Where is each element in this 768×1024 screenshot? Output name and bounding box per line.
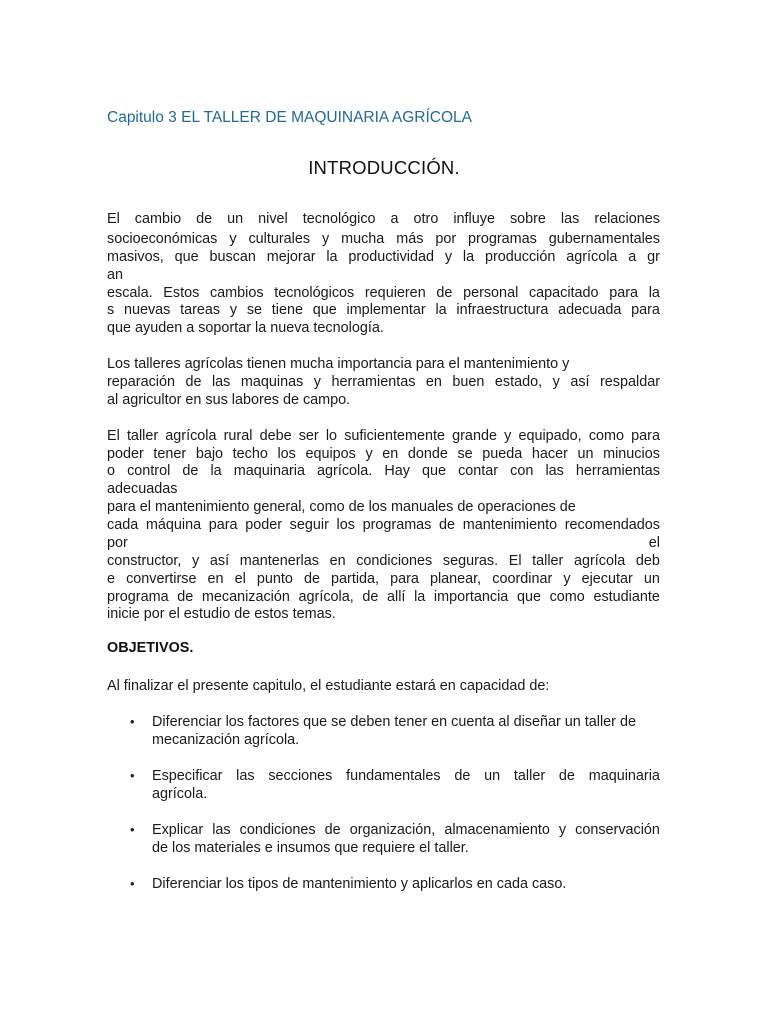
paragraph-line (107, 570, 660, 588)
word: agrícola (165, 428, 217, 444)
bullet-icon: • (130, 768, 135, 783)
word: las (212, 822, 231, 838)
word: se (457, 446, 473, 462)
word: para (390, 571, 419, 587)
word: tiene (271, 302, 303, 318)
word: implementar (346, 302, 426, 318)
word: así (209, 553, 230, 569)
word: un (484, 768, 501, 784)
word: suficientemente (344, 428, 445, 444)
objectives-heading: OBJETIVOS. (107, 640, 194, 656)
word: un (643, 571, 660, 587)
word: cada (107, 517, 139, 533)
word: con (510, 463, 534, 479)
word: las (236, 768, 255, 784)
word: que (421, 463, 446, 479)
word: de (185, 374, 202, 390)
paragraph-line (107, 230, 660, 248)
word: poder (245, 517, 283, 533)
word: convertirse (126, 571, 197, 587)
word: de (454, 768, 471, 784)
word: los (277, 446, 296, 462)
word: mantenimiento (462, 517, 558, 533)
word: por (435, 231, 457, 247)
word: almacenamiento (444, 822, 550, 838)
word: influye (453, 211, 495, 227)
word: se (246, 302, 263, 318)
word: la (462, 249, 475, 265)
word: importancia (433, 589, 509, 605)
paragraph-line (107, 552, 660, 570)
word: para (609, 285, 639, 301)
word: y (563, 571, 571, 587)
word: taller (532, 553, 564, 569)
word: los (336, 517, 355, 533)
paragraph-line (107, 516, 660, 534)
word: de (436, 285, 453, 301)
word: programa (107, 589, 169, 605)
word: herramientas (331, 374, 416, 390)
word: productividad (348, 249, 435, 265)
word: El (107, 428, 120, 444)
word: planear, (429, 571, 482, 587)
word: nivel (258, 211, 288, 227)
word: programas (362, 517, 432, 533)
word: conservación (575, 822, 660, 838)
paragraph-line (107, 210, 660, 228)
word: allí (387, 589, 406, 605)
word: socioeconómicas (107, 231, 218, 247)
word: las (211, 374, 231, 390)
word: seguras. (442, 553, 499, 569)
word: Especificar (152, 768, 223, 784)
word: cambios (209, 285, 264, 301)
word: grande (452, 428, 497, 444)
word: como (588, 428, 625, 444)
word: maquinaria (588, 768, 660, 784)
word: las (560, 211, 580, 227)
word: para (631, 428, 660, 444)
word: maquinas (240, 374, 304, 390)
word: secciones (268, 768, 333, 784)
word: agrícola. (317, 463, 373, 479)
word: estado, (494, 374, 543, 390)
word: y (444, 249, 453, 265)
word: a (628, 249, 637, 265)
word: El (508, 553, 522, 569)
paragraph-line (107, 373, 660, 391)
word: maquinaria (233, 463, 305, 479)
word: tareas (180, 302, 221, 318)
word: y (321, 231, 330, 247)
word: infraestructura (456, 302, 549, 318)
list-item-line: agrícola. (152, 786, 208, 802)
word: y (558, 822, 567, 838)
word: de (558, 768, 575, 784)
word: y (504, 428, 512, 444)
word: escala. (107, 285, 153, 301)
word: la (648, 285, 660, 301)
word: Explicar (152, 822, 204, 838)
word: mantenerlas (239, 553, 319, 569)
word: tener (153, 446, 187, 462)
word: lo (325, 428, 338, 444)
word: gubernamentales (548, 231, 660, 247)
word: ser (298, 428, 319, 444)
word: agrícola, (298, 589, 354, 605)
word: para (631, 302, 660, 318)
paragraph-line (107, 427, 660, 445)
word: mejorar (266, 249, 316, 265)
paragraph-line: adecuadas (107, 481, 178, 497)
word: bajo (195, 446, 224, 462)
word: por (107, 535, 128, 551)
word: personal (463, 285, 519, 301)
word: de (196, 211, 213, 227)
word: taller (126, 428, 159, 444)
word: punto (256, 571, 293, 587)
word: para (208, 517, 238, 533)
word: tecnológico (302, 211, 376, 227)
word: de (182, 463, 199, 479)
word: y (313, 374, 321, 390)
word: de (324, 822, 341, 838)
word: coordinar (492, 571, 553, 587)
list-item-line (152, 767, 660, 785)
paragraph-line: inicie por el estudio de estos temas. (107, 606, 336, 622)
word: poder (107, 446, 144, 462)
objectives-intro: Al finalizar el presente capitulo, el estudiante estará en capacidad de: (107, 678, 550, 694)
word: o (107, 463, 116, 479)
word: que (312, 302, 337, 318)
word: condiciones (356, 553, 433, 569)
word: deb (635, 553, 660, 569)
paragraph-line (107, 248, 660, 266)
word: culturales (248, 231, 311, 247)
word: donde (407, 446, 448, 462)
word: ejecutar (581, 571, 633, 587)
word: agrícola (566, 249, 618, 265)
paragraph-line (107, 301, 660, 319)
word: control (127, 463, 171, 479)
word: como (549, 589, 585, 605)
word: respaldar (600, 374, 660, 390)
list-item-line (152, 821, 660, 839)
word: agrícola (574, 553, 626, 569)
word: pueda (482, 446, 523, 462)
word: minucios (603, 446, 660, 462)
word: a (390, 211, 399, 227)
paragraph-line (107, 462, 660, 480)
word: de (362, 589, 379, 605)
word: de (303, 571, 320, 587)
word: hacer (531, 446, 568, 462)
word: masivos, (107, 249, 164, 265)
word: buscan (209, 249, 256, 265)
word: debe (259, 428, 292, 444)
word: equipos (305, 446, 356, 462)
paragraph-line (107, 534, 660, 552)
word: producción (484, 249, 556, 265)
paragraph-line: que ayuden a soportar la nueva tecnología. (107, 320, 384, 336)
word: y (192, 553, 200, 569)
word: relaciones (594, 211, 660, 227)
word: programas (468, 231, 537, 247)
word: un (577, 446, 594, 462)
bullet-icon: • (130, 714, 135, 729)
word: sobre (509, 211, 546, 227)
word: herramientas (575, 463, 660, 479)
paragraph-line (107, 284, 660, 302)
word: requieren (364, 285, 426, 301)
word: el (234, 571, 246, 587)
word: la (414, 589, 426, 605)
paragraph-line (107, 445, 660, 463)
word: gr (647, 249, 660, 265)
word: y (365, 446, 373, 462)
word: nuevas (123, 302, 171, 318)
bullet-icon: • (130, 876, 135, 891)
paragraph-line: al agricultor en sus labores de campo. (107, 392, 351, 408)
word: que (174, 249, 199, 265)
list-item-line: Diferenciar los tipos de mantenimiento y aplicarlos en cada caso. (152, 876, 567, 892)
word: condiciones (239, 822, 316, 838)
word: la (210, 463, 222, 479)
paragraph-line (107, 588, 660, 606)
word: seguir (289, 517, 329, 533)
word: recomendados (564, 517, 660, 533)
word: mecanización (201, 589, 290, 605)
word: El (107, 211, 120, 227)
word: contar (458, 463, 499, 479)
word: y (552, 374, 560, 390)
paragraph-line: an (107, 267, 124, 283)
word: un (227, 211, 244, 227)
word: Estos (163, 285, 200, 301)
word: que (516, 589, 541, 605)
chapter-title: Capitulo 3 EL TALLER DE MAQUINARIA AGRÍCOLA (107, 109, 472, 126)
paragraph-line: Los talleres agrícolas tienen mucha importancia para el mantenimiento y (107, 356, 570, 372)
word: en (207, 571, 224, 587)
word: s (107, 302, 115, 318)
word: rural (223, 428, 253, 444)
word: el (648, 535, 660, 551)
word: partida, (331, 571, 380, 587)
word: estudiante (593, 589, 660, 605)
word: más (396, 231, 424, 247)
list-item-line: Diferenciar los factores que se deben tener en cuenta al diseñar un taller de (152, 714, 636, 730)
bullet-icon: • (130, 822, 135, 837)
word: otro (413, 211, 439, 227)
word: en (382, 446, 399, 462)
word: tecnológicos (274, 285, 355, 301)
word: fundamentales (346, 768, 441, 784)
word: constructor, (107, 553, 182, 569)
word: en (329, 553, 346, 569)
word: las (545, 463, 564, 479)
paragraph-line: para el mantenimiento general, como de los manuales de operaciones de (107, 499, 576, 515)
word: reparación (107, 374, 175, 390)
word: adecuada (558, 302, 622, 318)
list-item-line: mecanización agrícola. (152, 732, 300, 748)
word: máquina (145, 517, 202, 533)
list-item-line: de los materiales e insumos que requiere el taller. (152, 840, 469, 856)
word: de (439, 517, 456, 533)
word: organización, (349, 822, 436, 838)
word: y (229, 302, 238, 318)
word: equipado, (518, 428, 582, 444)
word: en (425, 374, 442, 390)
word: techo (232, 446, 268, 462)
word: capacitado (528, 285, 599, 301)
word: de (177, 589, 194, 605)
word: la (326, 249, 338, 265)
intro-heading: INTRODUCCIÓN. (308, 157, 460, 178)
word: mucha (341, 231, 385, 247)
word: Hay (384, 463, 410, 479)
word: e (107, 571, 116, 587)
word: buen (452, 374, 485, 390)
word: y (229, 231, 237, 247)
word: taller (513, 768, 546, 784)
word: cambio (134, 211, 182, 227)
word: así (570, 374, 590, 390)
word: la (435, 302, 447, 318)
